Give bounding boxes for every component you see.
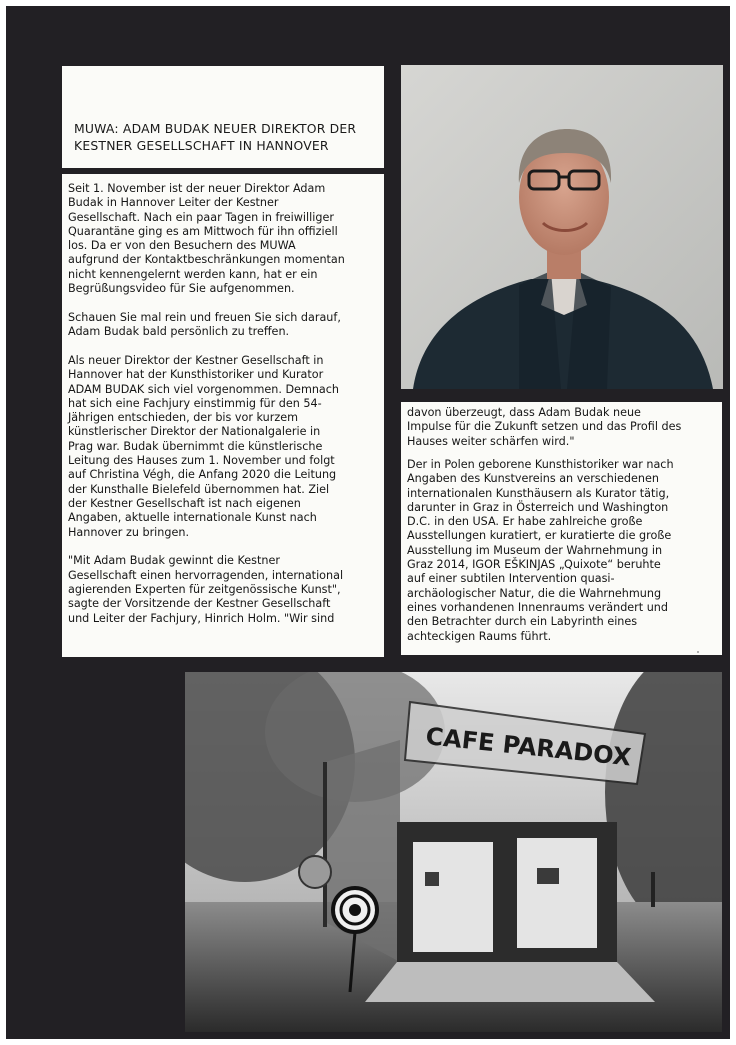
text-line: Der in Polen geborene Kunsthistoriker war nach (407, 458, 674, 471)
text-line: Hannover zu bringen. (68, 525, 190, 539)
text-line: D.C. in den USA. Er habe zahlreiche große (407, 515, 643, 529)
article-title (74, 120, 374, 154)
paragraph (68, 354, 380, 540)
cafe-paradox-illustration (185, 672, 722, 1032)
text-line: darunter in Graz in Österreich und Washington (407, 500, 669, 514)
text-line: Hannover hat der Kunsthistoriker und Kurator (68, 368, 324, 382)
text-line: hat sich eine Fachjury einstimmig für den 54- (68, 396, 322, 410)
text-line: Hauses weiter schärfen wird." (407, 434, 575, 448)
text-line: internationalen Kunsthäusern als Kurator tätig, (407, 486, 670, 500)
text-line: sagte der Vorsitzende der Kestner Gesellschaft (68, 597, 331, 611)
text-line: Adam Budak bald persönlich zu treffen. (68, 325, 290, 339)
paragraph (407, 406, 718, 449)
portrait-photo (401, 65, 723, 389)
text-line: Angaben, aktuelle internationale Kunst nach (68, 511, 317, 525)
text-line: Gesellschaft. Nach ein paar Tagen in freiwilliger (68, 210, 334, 224)
text-line: Schauen Sie mal rein und freuen Sie sich darauf, (68, 310, 341, 324)
text-line: ADAM BUDAK sich viel vorgenommen. Demnach (68, 382, 340, 396)
text-line: agierenden Experten für zeitgenössische Kunst", (68, 582, 341, 596)
paragraph (68, 182, 380, 296)
text-line: Begrüßungsvideo für Sie aufgenommen. (68, 282, 295, 296)
text-line: Ausstellung im Museum der Wahrnehmung in (407, 543, 663, 557)
text-line: auf einer subtilen Intervention quasi- (407, 572, 615, 586)
text-line: Leitung des Hauses zum 1. November und folgt (68, 454, 335, 468)
text-line: Gesellschaft einen hervorragenden, international (68, 568, 344, 582)
paragraph (407, 458, 718, 644)
text-line: davon überzeugt, dass Adam Budak neue (407, 406, 641, 419)
text-line: den Betrachter durch ein Labyrinth eines (407, 615, 638, 629)
text-line: Budak in Hannover Leiter der Kestner (68, 196, 279, 210)
sign-text: CAFE PARADOX (424, 722, 633, 772)
text-line: "Mit Adam Budak gewinnt die Kestner (68, 554, 280, 568)
text-line: Ausstellungen kuratiert, er kuratierte die große (407, 529, 672, 543)
text-line: künstlerischer Direktor der Nationalgalerie in (68, 425, 321, 439)
portrait-illustration (401, 65, 723, 389)
text-line: los. Da er von den Besuchern des MUWA (68, 239, 296, 253)
text-line: Impulse für die Zukunft setzen und das Profil des (407, 420, 682, 434)
paragraph (68, 554, 380, 625)
speck (697, 651, 699, 653)
text-line: Jährigen entschieden, der bis vor kurzem (68, 411, 299, 425)
text-line: und Leiter der Fachjury, Hinrich Holm. "Wir sind (68, 611, 335, 625)
headline-card (62, 66, 384, 168)
right-text-continuation (401, 402, 722, 456)
left-text-column (62, 174, 384, 657)
title-line: KESTNER GESELLSCHAFT IN HANNOVER (74, 138, 329, 153)
text-line: der Kestner Gesellschaft ist nach eigenen (68, 496, 301, 510)
cafe-paradox-photo (185, 672, 722, 1032)
text-line: Als neuer Direktor der Kestner Gesellschaft in (68, 353, 324, 367)
text-line: Seit 1. November ist der neuer Direktor Adam (68, 182, 326, 195)
paragraph (68, 311, 380, 340)
text-line: nicht kennengelernt werden kann, hat er ein (68, 267, 318, 281)
text-line: Angaben des Kunstvereins an verschiedenen (407, 472, 659, 486)
text-line: achteckigen Raums führt. (407, 629, 552, 643)
text-line: eines vorhandenen Innenraums verändert und (407, 600, 668, 614)
text-line: Prag war. Budak übernimmt die künstlerische (68, 439, 323, 453)
text-line: aufgrund der Kontaktbeschränkungen momentan (68, 253, 345, 267)
right-text-column (401, 456, 722, 655)
title-line: MUWA: ADAM BUDAK NEUER DIREKTOR DER (74, 121, 357, 136)
text-line: auf Christina Végh, die Anfang 2020 die Leitung (68, 468, 337, 482)
text-line: Graz 2014, IGOR EŠKINJAS „Quixote“ beruhte (407, 558, 661, 572)
text-line: Quarantäne ging es am Mittwoch für ihn offiziell (68, 224, 338, 238)
text-line: archäologischer Natur, die die Wahrnehmung (407, 586, 662, 600)
text-line: der Kunsthalle Bielefeld übernommen hat. Ziel (68, 482, 330, 496)
